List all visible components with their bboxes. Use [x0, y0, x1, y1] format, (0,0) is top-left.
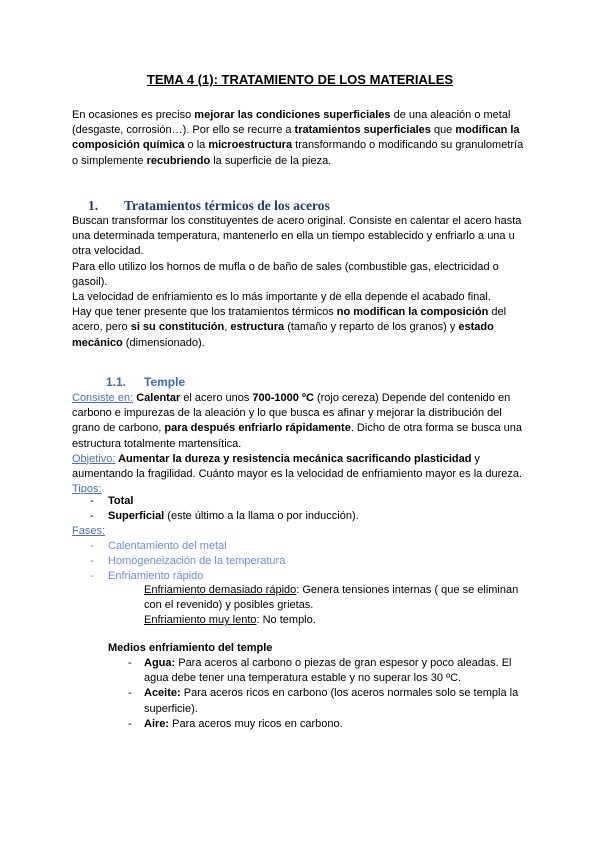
section-1-p1: Buscan transformar los constituyentes de acero original. Consiste en calentar el acero hasta una determinada temperatura, mantenerlo en ella un tiempo establecido y enfriarlo a una u otra velocidad. [72, 215, 522, 258]
fases-label: Fases: [72, 525, 106, 537]
text: y aumentando la fragilidad. Cuánto mayor es la velocidad de enfriamiento mayor es la dureza. [72, 452, 523, 481]
p4-bold: no modifican la composición [336, 306, 489, 319]
fase-item-1: - Calentamiento del metal [90, 540, 227, 552]
medio-label: Aire: [144, 717, 170, 730]
section-1-1-number: 1.1. [106, 375, 127, 389]
medios-title: Medios enfriamiento del temple [108, 642, 273, 654]
medio-item-3: - Aire: Para aceros muy ricos en carbono. [128, 717, 343, 730]
intro-paragraph [72, 108, 532, 169]
objetivo-label: Objetivo: [72, 452, 116, 465]
fase-label: Calentamiento del metal [108, 540, 227, 552]
intro-text [72, 108, 532, 169]
p4-text: Hay que tener presente que los tratamientos térmicos [72, 306, 337, 319]
section-1-number: 1. [88, 198, 99, 213]
consiste-label: Consiste en: [72, 392, 134, 404]
p4-text: del acero, pero [72, 306, 507, 334]
enf-lento-note [144, 613, 529, 628]
tipo-label: Total [108, 495, 134, 507]
p4-bold: estructura [230, 321, 285, 334]
medio-item-2: - Aceite: Para aceros ricos en carbono (los aceros normales solo se templa la superficie). [128, 687, 519, 715]
text: (este último a la llama o por inducción). [164, 510, 359, 522]
section-1-title: Tratamientos térmicos de los aceros [124, 198, 330, 213]
tipos-label-row [72, 482, 532, 497]
intro-text-run: la superficie de la pieza. [210, 154, 332, 167]
bold: Calentar [136, 392, 181, 404]
intro-text-run: transformando o modificando su granulometría o simplemente [72, 139, 524, 167]
tipo-item-1: - Total [90, 495, 134, 507]
section-1-1-body [72, 391, 532, 497]
text: : Genera tensiones internas ( que se eliminan con el revenido) y posibles grietas. [144, 584, 519, 612]
text: (rojo cereza) Depende del contenido en carbono e impurezas de la aleación y lo que busca es afinar y mejorar la distribución del grano de carbono, [72, 392, 511, 435]
intro-bold-run: tratamientos superficiales [294, 124, 431, 137]
intro-bold-run: recubriendo [146, 154, 211, 167]
p4-bold: estado mecánico [72, 321, 494, 349]
medio-item-1: - Agua: Para aceros al carbono o piezas de gran espesor y poco aleadas. El agua debe tener una temperatura estable y no superar los 30 ºC. [128, 657, 512, 685]
medio-label: Aceite: [144, 687, 181, 700]
intro-bold-run: microestructura [208, 139, 293, 152]
section-1-1-title: Temple [144, 375, 186, 389]
section-1-p4 [72, 305, 532, 351]
intro-bold-run: mejorar las condiciones superficiales [194, 109, 391, 121]
text: Para aceros muy ricos en carbono. [169, 717, 343, 730]
bold: para después enfriarlo rápidamente [164, 422, 351, 435]
text: . Dicho de otra forma se busca una estructura totalmente martensítica. [72, 422, 523, 450]
section-1-heading [88, 198, 330, 214]
p4-text: (tamaño y reparto de los granos) y [284, 321, 459, 334]
fase-label: Enfriamiento rápido [108, 570, 204, 582]
underlined-label: Enfriamiento muy lento [144, 614, 257, 627]
fase-item-2: - Homogeneización de la temperatura [90, 555, 286, 567]
enfriamiento-notes [144, 583, 529, 629]
fase-label: Homogeneización de la temperatura [108, 555, 286, 567]
objetivo-paragraph [72, 452, 532, 482]
fases-label-row [72, 524, 105, 539]
section-1-1-heading [106, 375, 185, 389]
tipo-label: Superficial [108, 510, 165, 522]
section-1-p3: La velocidad de enfriamiento es lo más importante y de ella depende el acabado final. [72, 291, 491, 304]
text: : No templo. [256, 614, 316, 627]
consiste-paragraph [72, 391, 532, 452]
p4-bold: si su constitución [130, 321, 225, 334]
text: Para aceros al carbono o piezas de gran espesor y poco aleadas. El agua debe tener una temperatura estable y no superar los 30 ºC. [144, 657, 512, 685]
fase-item-3: - Enfriamiento rápido [90, 570, 204, 582]
section-1-body [72, 214, 532, 351]
document-title [0, 72, 600, 87]
intro-text-run: o la [184, 139, 209, 152]
intro-text-run: En ocasiones es preciso [72, 109, 195, 121]
bold: Aumentar la dureza y resistencia mecánica sacrificando plasticidad [115, 452, 472, 465]
medios-list [128, 656, 528, 732]
enf-rapido-note [144, 583, 529, 613]
text: el acero unos [180, 392, 253, 404]
text: Para aceros ricos en carbono (los aceros normales solo se templa la superficie). [144, 687, 519, 715]
tipos-label: Tipos: [72, 483, 102, 496]
underlined-label: Enfriamiento demasiado rápido [144, 584, 297, 596]
p4-text: (dimensionado). [122, 336, 205, 349]
title-text: TEMA 4 (1): TRATAMIENTO DE LOS MATERIALES [146, 72, 454, 87]
tipo-item-2: - Superficial (este último a la llama o por inducción). [90, 510, 359, 522]
section-1-p2: Para ello utilizo los hornos de mufla o de baño de sales (combustible gas, electricidad o gasoil). [72, 260, 499, 288]
bold: 700-1000 ºC [252, 392, 314, 404]
medio-label: Agua: [144, 657, 176, 669]
intro-bold-run: modifican la composición química [72, 124, 520, 152]
intro-text-run: que [430, 124, 456, 137]
p4-text: , [224, 321, 231, 334]
intro-text-run: de una aleación o metal (desgaste, corrosión…). Por ello se recurre a [72, 109, 511, 137]
